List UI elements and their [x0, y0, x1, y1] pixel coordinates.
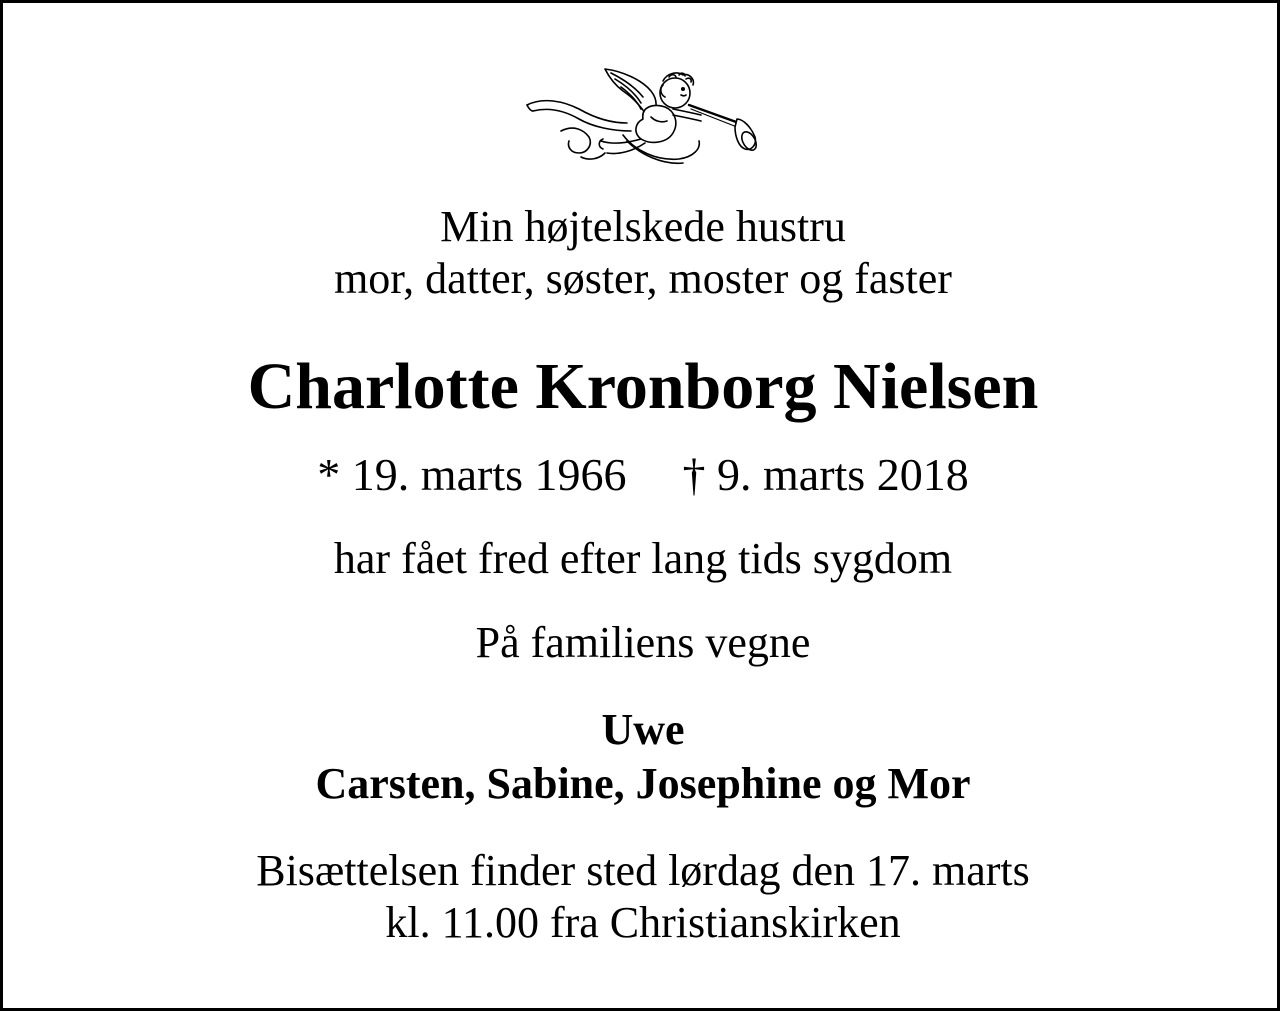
passing-message: har fået fred efter lang tids sygdom: [333, 534, 953, 583]
family-signatures: [3, 703, 1280, 811]
death-date: † 9. marts 2018: [682, 449, 969, 500]
birth-date: * 19. marts 1966: [317, 449, 627, 500]
life-dates: [3, 447, 1280, 503]
funeral-line-1: Bisættelsen finder sted lørdag den 17. marts: [256, 846, 1030, 895]
deceased-name: Charlotte Kronborg Nielsen: [247, 350, 1039, 423]
behalf-text: På familiens vegne: [475, 618, 811, 667]
funeral-info: [3, 845, 1280, 949]
intro-text: [3, 201, 1280, 305]
family-line-1: Uwe: [601, 705, 685, 754]
family-line-2: Carsten, Sabine, Josephine og Mor: [315, 759, 971, 808]
intro-line-1: Min højtelskede hustru: [440, 202, 846, 251]
angel-trumpet-icon: [523, 61, 763, 169]
funeral-line-2: kl. 11.00 fra Christianskirken: [385, 898, 901, 947]
intro-line-2: mor, datter, søster, moster og faster: [334, 254, 952, 303]
